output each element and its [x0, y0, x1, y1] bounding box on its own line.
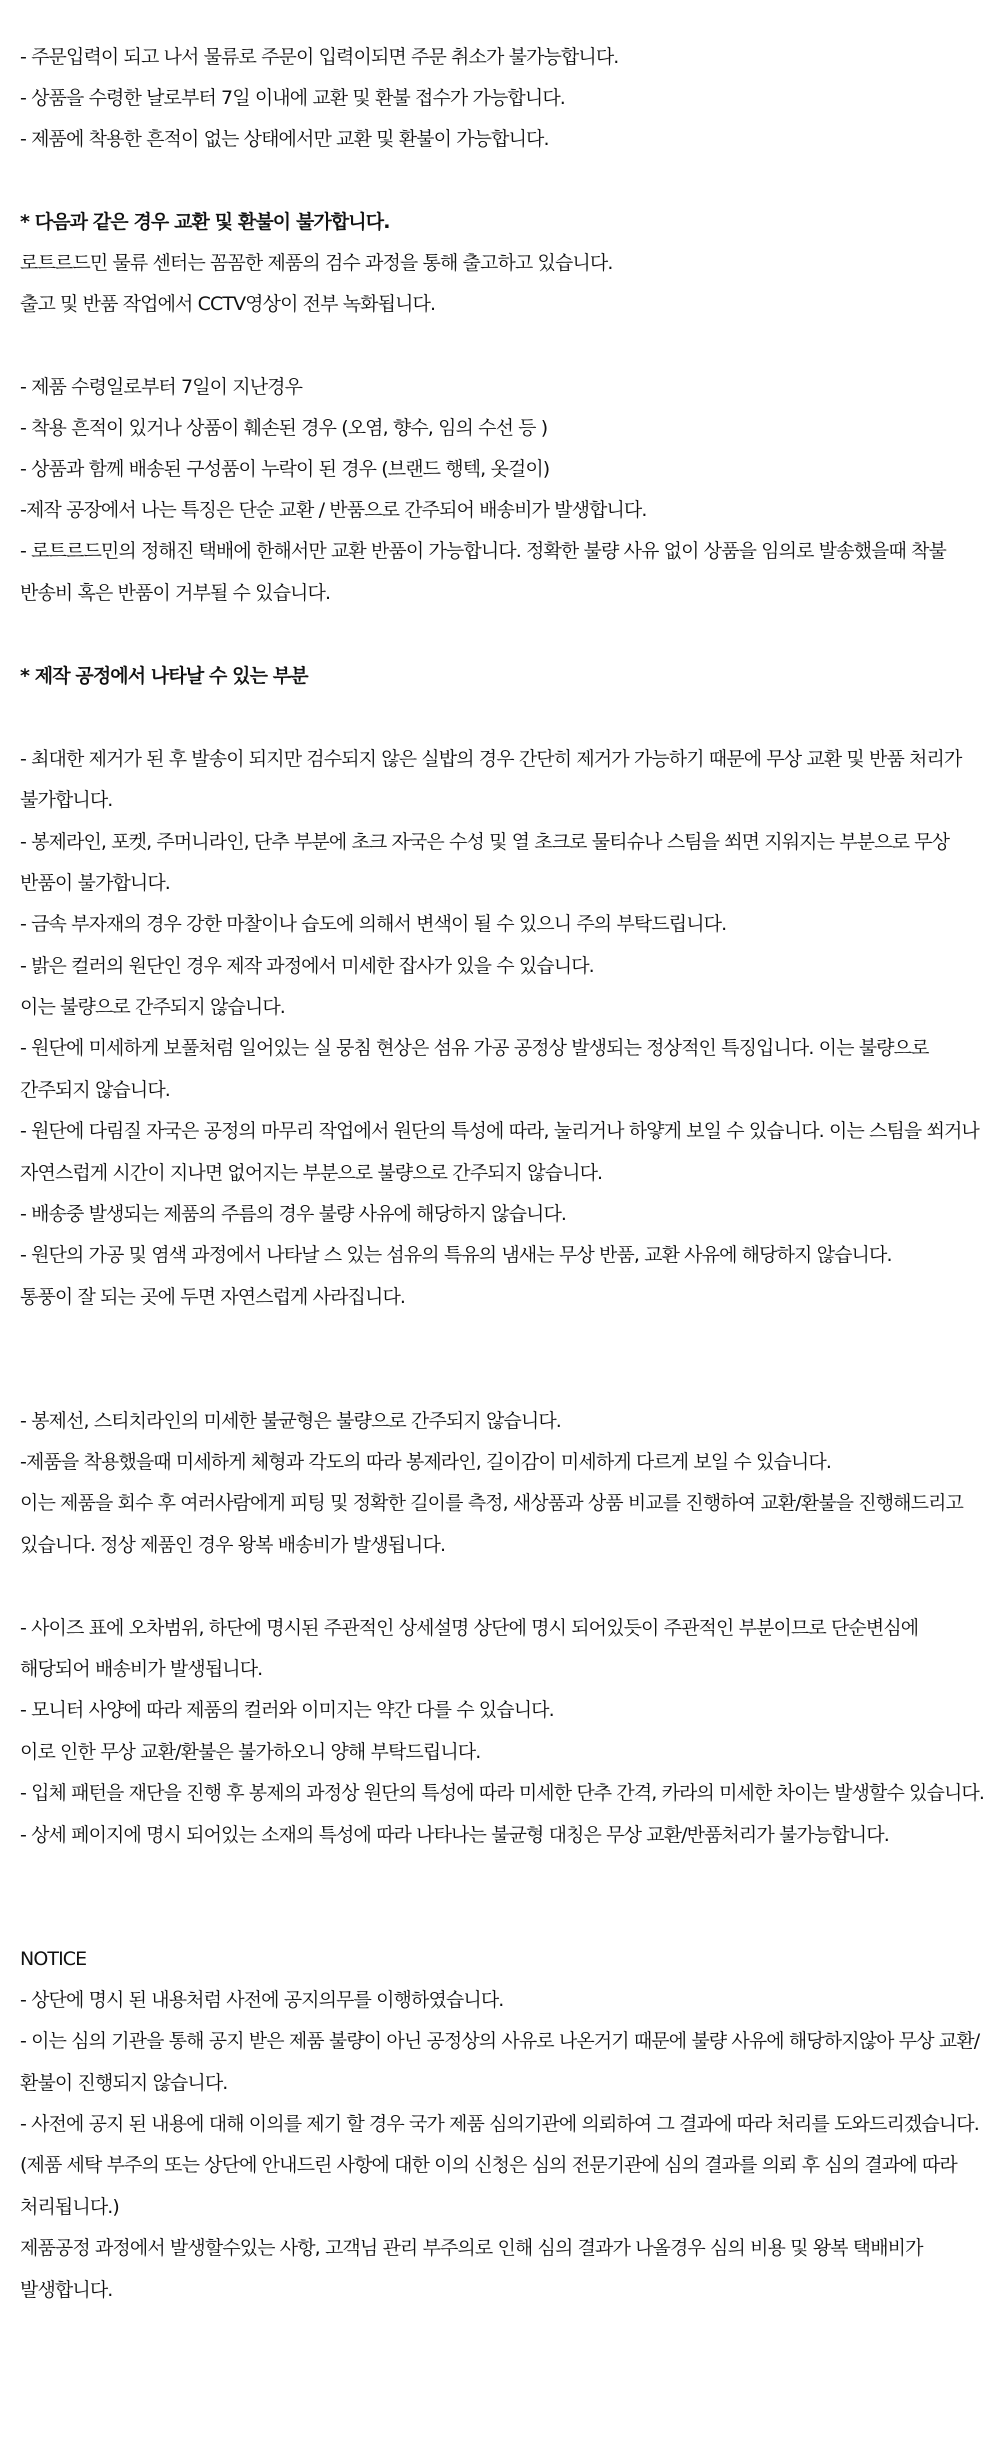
manufacturing-line: - 봉제라인, 포켓, 주머니라인, 단추 부분에 초크 자국은 수성 및 열 초크로 물티슈나 스팀을 쐬면 지워지는 부분으로 무상	[20, 831, 950, 853]
manufacturing-line: - 금속 부자재의 경우 강한 마찰이나 습도에 의해서 변색이 될 수 있으니 주의 부탁드립니다.	[20, 913, 727, 935]
manufacturing-line: - 밝은 컬러의 원단인 경우 제작 과정에서 미세한 잡사가 있을 수 있습니다.	[20, 955, 594, 977]
unworn-condition-text: - 제품에 착용한 흔적이 없는 상태에서만 교환 및 환불이 가능합니다.	[20, 128, 549, 150]
manufacturing-line: 이는 불량으로 간주되지 않습니다.	[20, 996, 285, 1018]
notice-line: 발생합니다.	[20, 2279, 113, 2301]
not-allowed-line: -제작 공장에서 나는 특징은 단순 교환 / 반품으로 간주되어 배송비가 발생합니다.	[20, 499, 647, 521]
size-monitor-line: 해당되어 배송비가 발생됩니다.	[20, 1658, 263, 1680]
manufacturing-heading: * 제작 공정에서 나타날 수 있는 부분	[20, 665, 308, 687]
manufacturing-line: - 원단에 다림질 자국은 공정의 마무리 작업에서 원단의 특성에 따라, 눌리거나 하얗게 보일 수 있습니다. 이는 스팀을 쐬거나	[20, 1120, 979, 1142]
manufacturing-line: - 배송중 발생되는 제품의 주름의 경우 불량 사유에 해당하지 않습니다.	[20, 1203, 567, 1225]
not-allowed-line: 로트르드민 물류 센터는 꼼꼼한 제품의 검수 과정을 통해 출고하고 있습니다.	[20, 252, 613, 274]
manufacturing-line: - 최대한 제거가 된 후 발송이 되지만 검수되지 않은 실밥의 경우 간단히 제거가 가능하기 때문에 무상 교환 및 반품 처리가	[20, 748, 962, 770]
notice-heading: NOTICE	[20, 1948, 87, 1970]
manufacturing-line: 통풍이 잘 되는 곳에 두면 자연스럽게 사라집니다.	[20, 1286, 406, 1308]
notice-line: - 상단에 명시 된 내용처럼 사전에 공지의무를 이행하였습니다.	[20, 1989, 504, 2011]
manufacturing-line: 불가합니다.	[20, 789, 113, 811]
notice-line: (제품 세탁 부주의 또는 상단에 안내드린 사항에 대한 이의 신청은 심의 전문기관에 심의 결과를 의뢰 후 심의 결과에 따라	[20, 2154, 957, 2176]
size-monitor-line: 이로 인한 무상 교환/환불은 불가하오니 양해 부탁드립니다.	[20, 1741, 481, 1763]
manufacturing-line: - 원단의 가공 및 염색 과정에서 나타날 스 있는 섬유의 특유의 냄새는 무상 반품, 교환 사유에 해당하지 않습니다.	[20, 1244, 892, 1266]
not-allowed-line: - 로트르드민의 정해진 택배에 한해서만 교환 반품이 가능합니다. 정확한 불량 사유 없이 상품을 임의로 발송했을때 착불	[20, 540, 946, 562]
notice-line: - 사전에 공지 된 내용에 대해 이의를 제기 할 경우 국가 제품 심의기관에 의뢰하여 그 결과에 따라 처리를 도와드리겠습니다.	[20, 2113, 979, 2135]
not-allowed-line: - 상품과 함께 배송된 구성품이 누락이 된 경우 (브랜드 행텍, 옷걸이)	[20, 458, 550, 480]
not-allowed-line: - 착용 흔적이 있거나 상품이 훼손된 경우 (오염, 향수, 임의 수선 등 )	[20, 417, 548, 439]
notice-line: 환불이 진행되지 않습니다.	[20, 2072, 228, 2094]
size-monitor-line: - 사이즈 표에 오차범위, 하단에 명시된 주관적인 상세설명 상단에 명시 되어있듯이 주관적인 부분이므로 단순변심에	[20, 1617, 919, 1639]
policy-document	[20, 0, 990, 2452]
sewing-line: - 봉제선, 스티치라인의 미세한 불균형은 불량으로 간주되지 않습니다.	[20, 1410, 561, 1432]
notice-line: - 이는 심의 기관을 통해 공지 받은 제품 불량이 아닌 공정상의 사유로 나온거기 때문에 불량 사유에 해당하지않아 무상 교환/	[20, 2030, 980, 2052]
notice-line: 제품공정 과정에서 발생할수있는 사항, 고객님 관리 부주의로 인해 심의 결과가 나올경우 심의 비용 및 왕복 택배비가	[20, 2237, 923, 2259]
manufacturing-line: - 원단에 미세하게 보풀처럼 일어있는 실 뭉침 현상은 섬유 가공 공정상 발생되는 정상적인 특징입니다. 이는 불량으로	[20, 1037, 929, 1059]
sewing-line: -제품을 착용했을때 미세하게 체형과 각도의 따라 봉제라인, 길이감이 미세하게 다르게 보일 수 있습니다.	[20, 1451, 831, 1473]
manufacturing-line: 반품이 불가합니다.	[20, 872, 170, 894]
not-allowed-line: 반송비 혹은 반품이 거부될 수 있습니다.	[20, 582, 331, 604]
sewing-line: 있습니다. 정상 제품인 경우 왕복 배송비가 발생됩니다.	[20, 1534, 446, 1556]
order-cancel-text: - 주문입력이 되고 나서 물류로 주문이 입력이되면 주문 취소가 불가능합니다.	[20, 46, 619, 68]
not-allowed-line: 출고 및 반품 작업에서 CCTV영상이 전부 녹화됩니다.	[20, 293, 436, 315]
size-monitor-line: - 상세 페이지에 명시 되어있는 소재의 특성에 따라 나타나는 불균형 대칭은 무상 교환/반품처리가 불가능합니다.	[20, 1824, 889, 1846]
manufacturing-line: 자연스럽게 시간이 지나면 없어지는 부분으로 불량으로 간주되지 않습니다.	[20, 1162, 603, 1184]
not-allowed-heading: * 다음과 같은 경우 교환 및 환불이 불가합니다.	[20, 211, 390, 233]
size-monitor-line: - 모니터 사양에 따라 제품의 컬러와 이미지는 약간 다를 수 있습니다.	[20, 1699, 554, 1721]
sewing-line: 이는 제품을 회수 후 여러사람에게 피팅 및 정확한 길이를 측정, 새상품과 상품 비교를 진행하여 교환/환불을 진행해드리고	[20, 1492, 963, 1514]
not-allowed-line: - 제품 수령일로부터 7일이 지난경우	[20, 376, 303, 398]
notice-line: 처리됩니다.)	[20, 2196, 119, 2218]
size-monitor-line: - 입체 패턴을 재단을 진행 후 봉제의 과정상 원단의 특성에 따라 미세한 단추 간격, 카라의 미세한 차이는 발생할수 있습니다.	[20, 1782, 984, 1804]
manufacturing-line: 간주되지 않습니다.	[20, 1079, 170, 1101]
exchange-period-text: - 상품을 수령한 날로부터 7일 이내에 교환 및 환불 접수가 가능합니다.	[20, 87, 565, 109]
